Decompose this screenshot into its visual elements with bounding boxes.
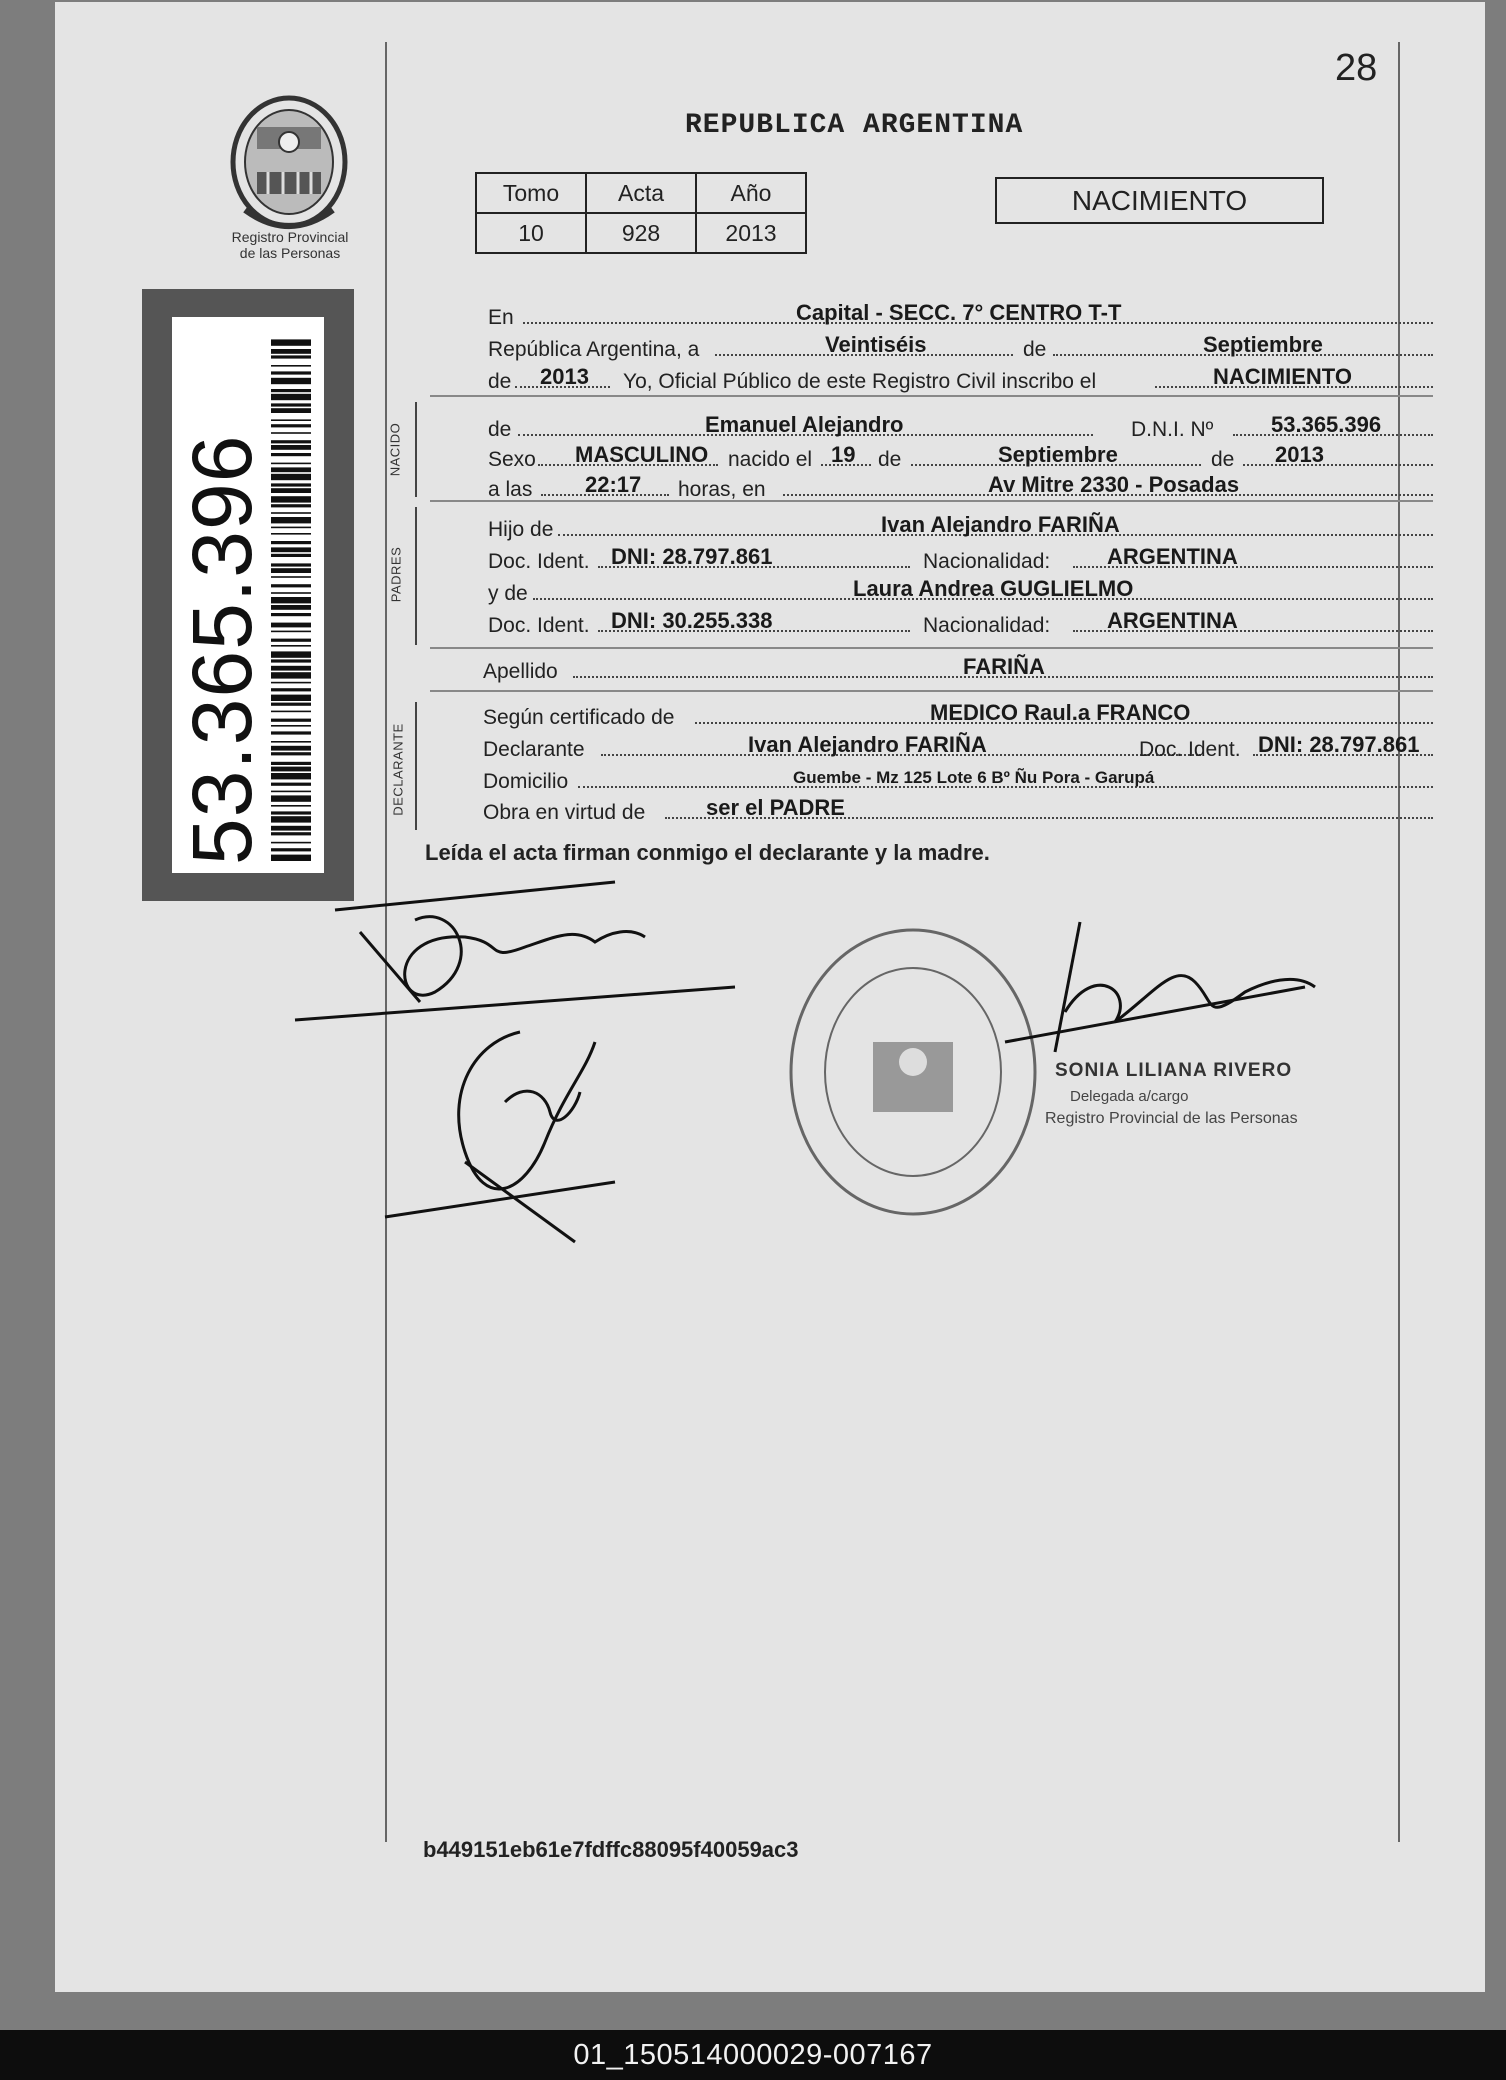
barcode-bar <box>271 440 311 443</box>
barcode-bar <box>271 483 311 486</box>
barcode-bar <box>271 805 311 807</box>
barcode-bar <box>271 682 311 684</box>
label-doc-ident: Doc. Ident. <box>1139 738 1241 761</box>
value-birth-day: 19 <box>831 442 856 467</box>
barcode-bar <box>271 463 311 465</box>
label-declarante: Declarante <box>483 738 585 761</box>
value-act-type: NACIMIENTO <box>1213 364 1352 389</box>
section-bracket-nacido <box>415 402 417 497</box>
barcode-bar <box>271 703 311 706</box>
label-republica: República Argentina, a <box>488 338 700 361</box>
registry-header-anio: Año <box>696 173 806 213</box>
left-margin-line <box>385 42 387 1842</box>
barcode-bar <box>271 408 311 413</box>
barcode-bar <box>271 795 311 801</box>
row-place <box>433 300 1433 330</box>
value-father-name: Ivan Alejandro FARIÑA <box>881 512 1120 537</box>
barcode-bar <box>271 623 311 628</box>
barcode-bar <box>271 339 311 345</box>
label-domicilio: Domicilio <box>483 770 569 793</box>
row-certificate <box>433 700 1433 730</box>
value-address: Guembe - Mz 125 Lote 6 Bº Ñu Pora - Garupá <box>793 768 1155 787</box>
official-title: Delegada a/cargo <box>1070 1088 1189 1105</box>
barcode-bar <box>271 474 311 480</box>
label-de: de <box>1211 448 1235 471</box>
barcode-bar <box>271 371 311 374</box>
barcode-bar <box>271 783 311 786</box>
barcode-bar <box>271 563 311 566</box>
barcode-bar <box>271 432 311 434</box>
declarant-signature <box>295 882 735 1020</box>
label-dni: D.N.I. Nº <box>1131 418 1214 441</box>
row-declarant <box>433 732 1433 762</box>
barcode-bar <box>271 394 311 400</box>
row-date <box>433 332 1433 362</box>
value-child-name: Emanuel Alejandro <box>705 412 904 437</box>
birth-certificate-page <box>55 2 1485 1992</box>
closing-statement: Leída el acta firman conmigo el declarante y la madre. <box>425 840 990 865</box>
section-label-nacido: NACIDO <box>387 422 403 477</box>
section-bracket-padres <box>415 507 417 645</box>
barcode-bar <box>271 512 311 514</box>
barcode-bar <box>271 453 311 456</box>
value-mother-doc: DNI: 30.255.338 <box>611 608 773 633</box>
registry-value-tomo: 10 <box>476 213 586 253</box>
barcode-bar <box>271 725 311 727</box>
barcode-bar <box>271 496 311 502</box>
barcode-bar <box>271 389 311 392</box>
value-day-words: Veintiséis <box>825 332 927 357</box>
barcode-bar <box>271 672 311 678</box>
barcode-bar <box>271 568 311 573</box>
barcode-bar <box>271 746 311 751</box>
row-father-doc <box>433 544 1433 574</box>
section-bracket-declarante <box>415 702 417 830</box>
barcode-bar <box>271 762 311 765</box>
barcode-bar <box>271 816 311 822</box>
row-child-name <box>433 412 1433 442</box>
value-birth-year: 2013 <box>1275 442 1324 467</box>
barcode-bar <box>271 547 311 552</box>
row-surname <box>433 654 1433 684</box>
registry-label-line1: Registro Provincial <box>231 229 349 245</box>
barcode-number: 53.365.396 <box>175 434 269 865</box>
label-de: de <box>1023 338 1047 361</box>
barcode-block <box>142 289 354 901</box>
label-horas-en: horas, en <box>678 478 766 501</box>
label-de: de <box>878 448 902 471</box>
row-birth-time <box>433 472 1433 502</box>
value-birth-month: Septiembre <box>998 442 1118 467</box>
value-year: 2013 <box>540 364 589 389</box>
row-address <box>433 764 1433 794</box>
barcode-bar <box>271 576 311 578</box>
label-sexo: Sexo <box>488 448 536 471</box>
barcode-bar <box>271 731 311 734</box>
registry-label <box>205 229 375 261</box>
official-name: SONIA LILIANA RIVERO <box>1055 1060 1293 1081</box>
section-divider <box>430 647 1433 649</box>
registry-header-tomo: Tomo <box>476 173 586 213</box>
document-hash: b449151eb61e7fdffc88095f40059ac3 <box>423 1837 799 1862</box>
barcode-bar <box>271 645 311 647</box>
document-title: REPUBLICA ARGENTINA <box>685 110 1024 141</box>
barcode-bar <box>271 848 311 851</box>
label-hijo-de: Hijo de <box>488 518 554 541</box>
label-en: En <box>488 306 514 329</box>
barcode-bar <box>271 488 311 493</box>
barcode-bar <box>271 597 311 603</box>
section-label-padres: PADRES <box>388 546 404 603</box>
barcode-bar <box>271 695 311 701</box>
label-doc-ident: Doc. Ident. <box>488 614 590 637</box>
registry-table-values <box>476 213 806 253</box>
official-organization: Registro Provincial de las Personas <box>1045 1110 1298 1127</box>
row-mother-doc <box>433 608 1433 638</box>
label-obra-en-virtud: Obra en virtud de <box>483 801 646 824</box>
barcode-bar <box>271 533 311 535</box>
registry-header-acta: Acta <box>586 173 696 213</box>
value-birth-time: 22:17 <box>585 472 642 497</box>
registry-table <box>475 172 807 254</box>
label-nacionalidad: Nacionalidad: <box>923 550 1051 573</box>
label-doc-ident: Doc. Ident. <box>488 550 590 573</box>
barcode-bar <box>271 688 311 691</box>
barcode-bar <box>271 711 311 713</box>
barcode-bar <box>271 554 311 557</box>
barcode-bar <box>271 584 311 587</box>
barcode-bar <box>271 773 311 779</box>
value-sex: MASCULINO <box>575 442 709 467</box>
barcode-bar <box>271 666 311 671</box>
official-signature <box>1005 922 1315 1052</box>
barcode-bar <box>271 365 311 367</box>
barcode-bar <box>271 605 311 610</box>
barcode-bar <box>271 403 311 406</box>
barcode-bar <box>271 832 311 835</box>
barcode-bar <box>271 639 311 642</box>
value-mother-name: Laura Andrea GUGLIELMO <box>853 576 1134 601</box>
record-type-box: NACIMIENTO <box>995 177 1324 224</box>
barcode-bar <box>271 445 311 450</box>
value-month: Septiembre <box>1203 332 1323 357</box>
section-divider <box>430 690 1433 692</box>
page-number: 28 <box>1335 47 1378 89</box>
barcode-bar <box>271 504 311 507</box>
barcode-bar <box>271 719 311 722</box>
barcode-bar <box>271 826 311 831</box>
barcode-bar <box>271 767 311 772</box>
barcode-bar <box>271 842 311 844</box>
registry-label-line2: de las Personas <box>239 245 341 261</box>
barcode-bar <box>271 424 311 427</box>
barcode-bar <box>271 419 311 421</box>
barcode-bar <box>271 811 311 814</box>
barcode-bar <box>271 752 311 755</box>
barcode-bar <box>271 855 311 861</box>
barcode-bar <box>271 659 311 662</box>
label-de: de <box>488 370 512 393</box>
value-mother-nationality: ARGENTINA <box>1107 608 1238 633</box>
value-declarant: Ivan Alejandro FARIÑA <box>748 732 987 757</box>
registry-table-header <box>476 173 806 213</box>
label-nacionalidad: Nacionalidad: <box>923 614 1051 637</box>
row-mother <box>433 576 1433 606</box>
registry-value-anio: 2013 <box>696 213 806 253</box>
barcode-panel <box>172 317 324 873</box>
label-a-las: a las <box>488 478 533 501</box>
label-segun-certificado: Según certificado de <box>483 706 675 729</box>
registry-value-acta: 928 <box>586 213 696 253</box>
value-place: Capital - SECC. 7° CENTRO T-T <box>796 300 1122 325</box>
barcode-bar <box>271 651 311 657</box>
barcode-bar <box>271 791 311 793</box>
section-divider <box>430 395 1433 397</box>
provincial-seal-icon <box>223 92 355 232</box>
label-apellido: Apellido <box>483 660 558 683</box>
section-label-declarante: DECLARANTE <box>390 723 406 816</box>
barcode-bar <box>271 355 311 358</box>
barcode-bars <box>271 335 311 865</box>
row-father <box>433 512 1433 542</box>
barcode-bar <box>271 741 311 743</box>
value-surname: FARIÑA <box>963 654 1045 679</box>
row-capacity <box>433 795 1433 825</box>
official-stamp-icon <box>785 922 1045 1232</box>
value-capacity: ser el PADRE <box>706 795 845 820</box>
value-certificate: MEDICO Raul.a FRANCO <box>930 700 1191 725</box>
dotted-line <box>1243 464 1433 466</box>
label-nacido-el: nacido el <box>728 448 813 471</box>
value-birth-place: Av Mitre 2330 - Posadas <box>988 472 1240 497</box>
barcode-bar <box>271 541 311 544</box>
barcode-bar <box>271 613 311 616</box>
barcode-bar <box>271 631 311 633</box>
value-father-nationality: ARGENTINA <box>1107 544 1238 569</box>
row-sex-birth <box>433 442 1433 472</box>
label-y-de: y de <box>488 582 528 605</box>
row-year <box>433 364 1433 394</box>
scan-footer-id: 01_150514000029-007167 <box>0 2030 1506 2080</box>
value-declarant-doc: DNI: 28.797.861 <box>1258 732 1420 757</box>
barcode-bar <box>271 527 311 529</box>
value-father-doc: DNI: 28.797.861 <box>611 544 773 569</box>
barcode-bar <box>271 517 311 523</box>
value-child-dni: 53.365.396 <box>1271 412 1382 437</box>
label-de: de <box>488 418 512 441</box>
label-yo-oficial: Yo, Oficial Público de este Registro Civil inscribo el <box>623 370 1097 393</box>
barcode-bar <box>271 378 311 384</box>
mother-signature <box>385 1032 615 1242</box>
barcode-bar <box>271 467 311 472</box>
barcode-bar <box>271 592 311 594</box>
barcode-bar <box>271 349 311 354</box>
